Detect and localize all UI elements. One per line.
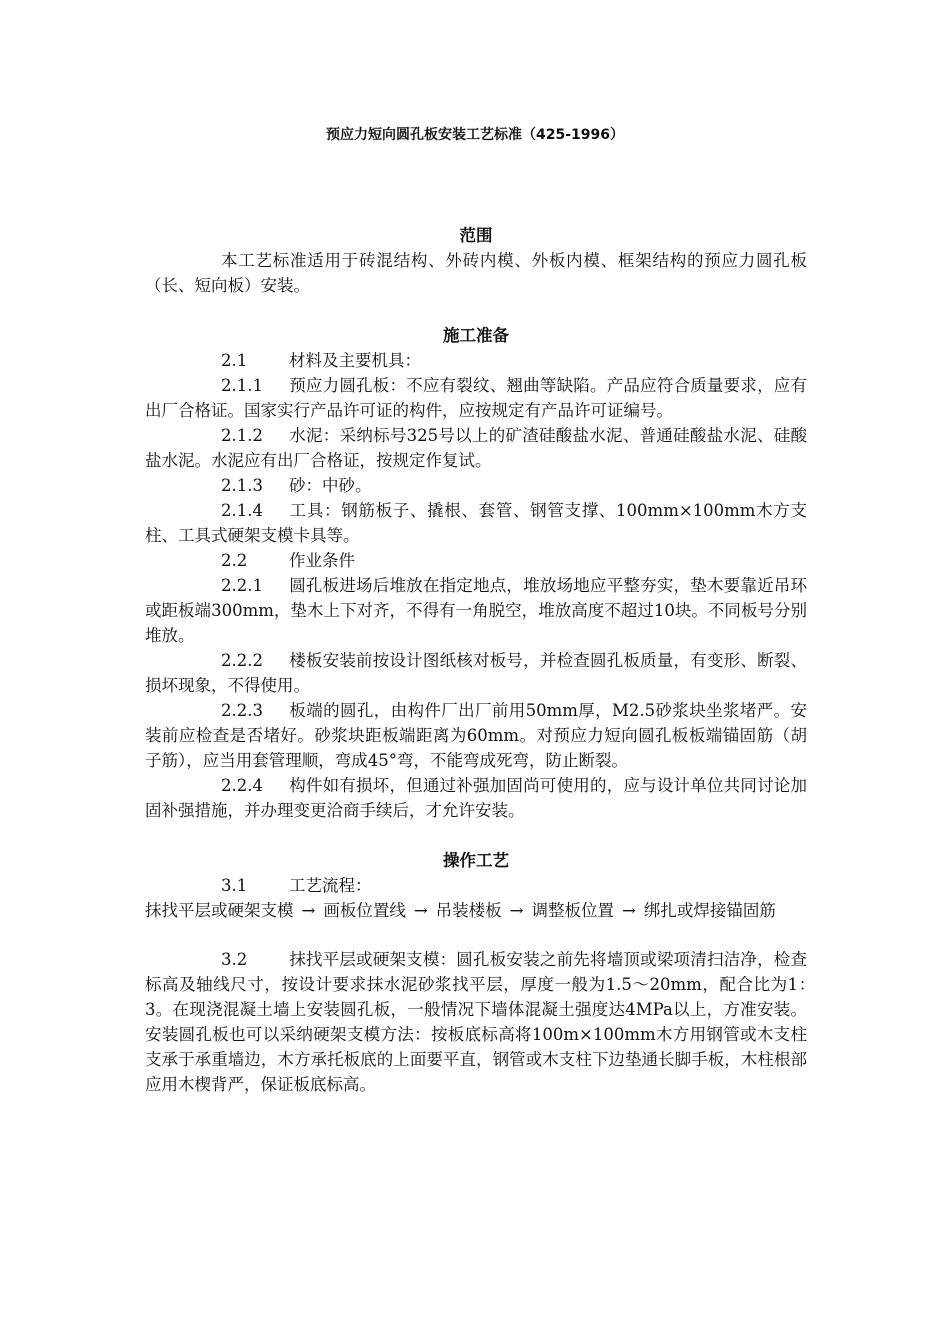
flow-arrow-icon: → bbox=[509, 901, 524, 920]
flow-arrow-icon: → bbox=[413, 901, 428, 920]
clause-2-2-4: 2.2.4 构件如有损坏，但通过补强加固尚可使用的，应与设计单位共同讨论加固补强措施，并办理变更洽商手续后，才允许安装。 bbox=[145, 776, 807, 820]
clause-2-2: 2.2 作业条件 bbox=[221, 551, 355, 570]
scope-paragraph: 本工艺标准适用于砖混结构、外砖内模、外板内模、框架结构的预应力圆孔板（长、短向板）安装。 bbox=[145, 251, 807, 295]
prep-items bbox=[145, 348, 807, 823]
clause-2-2-2: 2.2.2 楼板安装前按设计图纸核对板号，并检查圆孔板质量，有变形、断裂、损坏现象，不得使用。 bbox=[145, 651, 807, 695]
flow-step-4: 调整板位置 bbox=[531, 901, 614, 920]
clause-3-2: 3.2 抹找平层或硬架支模：圆孔板安装之前先将墙顶或梁项清扫洁净，检查标高及轴线尺寸，按设计要求抹水泥砂浆找平层，厚度一般为1.5～20mm，配合比为1： 3。在现浇混凝土墙上安装圆孔板，一般情况下墙体混凝土强度达4MPa以上，方准安装。安装圆孔板也可以采纳硬架支模方法：按板底标高将100m×100mm木方用钢管或木支柱支承于承重墙边，木方承托板底的上面要平直，钢管或木支柱下边垫通长脚手板，木柱根部应用木楔背严，保证板底标高。 bbox=[145, 950, 824, 1094]
process-flow bbox=[145, 898, 807, 923]
clause-2-1-4: 2.1.4 工具：钢筋板子、撬根、套管、钢管支撑、100mm×100mm木方支柱、工具式硬架支模卡具等。 bbox=[145, 501, 807, 545]
flow-step-2: 画板位置线 bbox=[323, 901, 406, 920]
document-title: 预应力短向圆孔板安装工艺标准（425-1996） bbox=[326, 127, 624, 143]
clause-2-1-2: 2.1.2 水泥：采纳标号325号以上的矿渣硅酸盐水泥、普通硅酸盐水泥、硅酸盐水泥。水泥应有出厂合格证，按规定作复试。 bbox=[145, 426, 807, 470]
clause-2-1: 2.1 材料及主要机具： bbox=[221, 351, 421, 370]
clause-3-1: 3.1 工艺流程： bbox=[221, 876, 372, 895]
clause-2-1-1: 2.1.1 预应力圆孔板：不应有裂纹、翘曲等缺陷。产品应符合质量要求，应有出厂合格证。国家实行产品许可证的构件，应按规定有产品许可证编号。 bbox=[145, 376, 807, 420]
flow-arrow-icon: → bbox=[621, 901, 636, 920]
clause-2-2-1: 2.2.1 圆孔板进场后堆放在指定地点，堆放场地应平整夯实，垫木要靠近吊环或距板端300mm，垫木上下对齐，不得有一角脱空，堆放高度不超过10块。不同板号分别堆放。 bbox=[145, 576, 807, 645]
flow-step-3: 吊装楼板 bbox=[435, 901, 502, 920]
clause-2-2-3: 2.2.3 板端的圆孔，由构件厂出厂前用50mm厚，M2.5砂浆块坐浆堵严。安装前应检查是否堵好。砂浆块距板端距离为60mm。对预应力短向圆孔板板端锚固筋（胡子筋），应当用套管理顺，弯成45°弯，不能弯成死弯，防止断裂。 bbox=[145, 701, 807, 770]
document-body bbox=[145, 223, 824, 1097]
section-heading-prep: 施工准备 bbox=[443, 326, 509, 345]
clause-2-1-3: 2.1.3 砂：中砂。 bbox=[221, 476, 372, 495]
section-heading-ops: 操作工艺 bbox=[443, 851, 509, 870]
flow-step-5: 绑扎或焊接锚固筋 bbox=[643, 901, 776, 920]
section-heading-scope: 范围 bbox=[459, 226, 493, 245]
flow-step-1: 抹找平层或硬架支模 bbox=[145, 901, 294, 920]
flow-arrow-icon: → bbox=[301, 901, 316, 920]
